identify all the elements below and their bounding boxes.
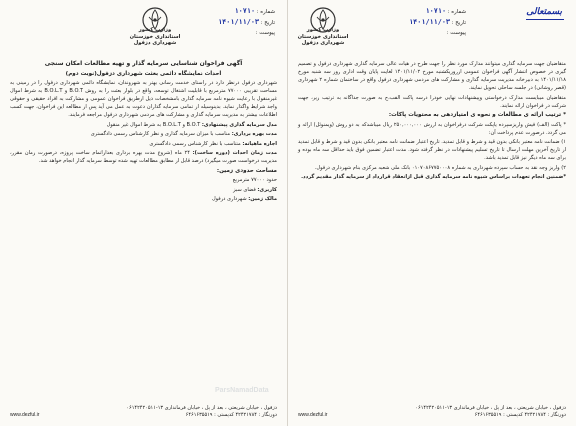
number-value: ۱۰۷۱۰ bbox=[425, 7, 447, 15]
term-key: مدل سرمایه گذاری پیشنهادی: bbox=[201, 121, 277, 128]
letter-body bbox=[298, 60, 566, 183]
date-label: تاریخ : bbox=[260, 20, 275, 26]
term-item bbox=[10, 149, 277, 165]
term-item bbox=[10, 130, 277, 138]
letter-body bbox=[10, 60, 277, 205]
notice-subtitle: احداث نمایشگاه دائمی بعثت شهرداری دزفول(نوبت دوم) bbox=[65, 70, 222, 77]
term-value: ۲۴ ماه (شروع مدت بهره برداری بعدازاتمام ساخت پروژه، درصورت زمان مقرر، مدیریت درخواست صورت میگیرد) درصد قابل از مطابق مطالعات تهیه شده توسط سرمایه گذار انجام خواهد شد. bbox=[10, 150, 277, 164]
attachment-label: پیوست : bbox=[255, 30, 275, 36]
usage-value: فضای سبز bbox=[233, 186, 256, 193]
org-line: استانداری خوزستان bbox=[129, 33, 181, 40]
list-item: *ضمنین انجام تعهدات براساس شیوه نامه سرمایه گذاری قبل ازانعقاد قرارداد از سرمایه گذار مقدیم گردد. bbox=[301, 174, 566, 180]
footer-website[interactable]: www.dezful.ir bbox=[10, 412, 40, 419]
term-key: مدت بهره برداری: bbox=[231, 131, 277, 137]
footer-address: دزفول ، خیابان شریعتی ، بعد از پل ، خیابان فرمانداری ۱۳-۰۶۱۴۲۴۲۰۵۱۱ bbox=[415, 404, 566, 411]
list-heading: * ترتیب ارائه ی مطالعات و نحوه ی امتیازدهی به محتویات پاکات: bbox=[388, 112, 566, 118]
date-value: ۱۴۰۱/۱۱/۰۳ bbox=[218, 18, 260, 26]
usage-heading: کاربری: bbox=[257, 186, 277, 193]
number-value: ۱۰۷۱۰ bbox=[234, 7, 256, 15]
letterhead bbox=[288, 0, 576, 52]
organization-block bbox=[293, 27, 353, 47]
letter-footer bbox=[298, 405, 566, 420]
letterhead bbox=[0, 0, 287, 52]
letter-meta bbox=[218, 6, 275, 38]
letter-meta bbox=[409, 6, 466, 38]
signature-underline bbox=[526, 19, 564, 20]
org-line: استانداری خوزستان bbox=[297, 33, 349, 40]
owner-heading: مالک زمین: bbox=[248, 196, 277, 202]
term-item bbox=[10, 140, 277, 148]
term-value: متناسب با نظر کارشناس رسمی دادگستری bbox=[149, 140, 241, 147]
footer-fax: دورنگار : ۴۲۴۲۱۷۸۴ کدپستی : ۶۴۶۱۶۳۵۵۱۹ bbox=[474, 412, 566, 419]
org-line: وزارت کشور bbox=[306, 27, 340, 33]
list-item: ۱) ضمانت نامه معتبر بانکی بدون قید و شرط و قابل تمدید. تاریخ اعتبار ضمانت نامه معتبر بانکی بدون قید و شرط و قابل تمدید از تاریخ آخرین مهلت ارسال تا تاریخ تسلیم پیشنهادات در نظر گرفته شود. مدت اعتبار تضمین فوق باید حداقل سه ماه بوده و برای سه ماه دیگر نیز قابل تمدید باشد. bbox=[298, 139, 566, 161]
term-value: B.O.T و B.O.L.T به شرط اموال غیر منقول bbox=[106, 121, 201, 128]
notice-paragraph: شهرداری دزفول درنظر دارد در راستای خدمت رسانی بهتر به شهروندان، نمایشگاه دائمی شهرداری دزفول را در زمینی به مساحت تقریبی ۷۷۰۰۰ مترمربع با قابلیت اشتغال توسعه، واقع در بلوار بعثت را به روش B.O.T و B.O.L.T به شرط اموال غیرمنقول با رعایت شیوه نامه سرمایه گذاری بامشخصات ذیل ازطریق فراخوان عمومی و مشارکت به افراد حقیقی و حقوقی واجد شرایط واگذار نماید. بدینوسیله از تمامی سرمایه گذاران دعوت به عمل می آید پس از مطالعه این فراخوان، جهت کسب اطلاعات بیشتر به مدیریت سرمایه گذاری و مشارکت های مردمی شهرداری دزفول مراجعه فرمایند. bbox=[10, 80, 278, 118]
list-item: ۲) واریز وجه نقد به حساب سپرده شهرداری به شماره ۰۱۰۷۰۸۶۷۷۵۰۰۰۸ بانک ملی شعبه مرکزی بنام شهرداری دزفول. bbox=[314, 164, 566, 171]
date-label: تاریخ : bbox=[451, 20, 466, 26]
footer-website[interactable]: www.dezful.ir bbox=[298, 412, 328, 419]
org-line: شهرداری دزفول bbox=[301, 40, 345, 47]
org-line: وزارت کشور bbox=[138, 27, 172, 33]
date-value: ۱۴۰۱/۱۱/۰۳ bbox=[409, 18, 451, 26]
attachment-label: پیوست : bbox=[446, 30, 466, 36]
term-key: اجاره ماهیانه: bbox=[242, 140, 277, 147]
org-line: شهرداری دزفول bbox=[133, 40, 177, 47]
signature-mark: بسمتعالی bbox=[526, 7, 562, 17]
land-heading: مساحت حدودی زمین: bbox=[216, 167, 277, 174]
organization-block bbox=[125, 27, 185, 47]
footer-address: دزفول ، خیابان شریعتی ، بعد از پل ، خیابان فرمانداری ۱۳-۰۶۱۴۲۴۲۰۵۱۱ bbox=[126, 404, 277, 411]
notice-title: آگهی فراخوان شناسایی سرمایه گذار و تهیه مطالعات امکان سنجی bbox=[44, 60, 243, 67]
term-value: مناسب با میزان سرمایه گذاری و نظر کارشناس رسمی دادگستری bbox=[90, 131, 231, 137]
list-item: * پاکت (الف) فیش واریزسپرده یاپکت شرکت درفراخوان به ارزش ۲۵۰,۰۰۰,۰۰۰ ریال میباشدکه به دو روش (ویمنوئل) ارائه و می گردد. درصورت عدم پرداخت آن: bbox=[298, 121, 566, 136]
document-page-right bbox=[288, 0, 576, 426]
term-key: مدت زمان احداث (دوره ساخت): bbox=[192, 150, 277, 156]
letter-footer bbox=[10, 405, 277, 420]
notice-paragraph: متقاضیان جهت سرمایه گذاری میتوانند مدارک مورد نظر را جهت طرح در هیات عالی سرمایه گذاری شهرداری دزفول و تصمیم گیری در خصوص انتشار آگهی فراخوان عمومی ازروزیکشنبه مورخ ۱۴۰۱/۱۱/۰۲ لغایت پایان وقت اداری روز سه شنبه مورخ ۱۴۰۱/۱۱/۱۸ به دبیرخانه مدیریت سرمایه گذاری و مشارکت های مردمی شهرداری دزفول واقع در ساختمان شماره ۲ شهرداری (قصر روشانی) در جلسه ساحلی تحویل نمایند. bbox=[298, 61, 566, 91]
owner-value: شهرداری دزفول bbox=[211, 196, 247, 202]
notice-paragraph: متقاضیان میبایست مدارک درخواستی وپیشنهادات نهایی خودرا درسه پاکت الفب،ج به صورت جداگانه به ترتیب زیر، جهت شرکت در فراخوان ارائه نمایند. bbox=[298, 94, 566, 109]
land-area: حدود ۷۷۰۰۰ مترمربع bbox=[232, 177, 277, 183]
number-label: شماره : bbox=[447, 9, 466, 15]
footer-fax: دورنگار : ۴۲۴۲۱۷۸۴ کدپستی : ۶۴۶۱۶۳۵۵۱۹ bbox=[185, 412, 277, 419]
term-item bbox=[10, 121, 277, 129]
number-label: شماره : bbox=[256, 9, 275, 15]
watermark-text: ParsNamadData bbox=[215, 387, 269, 394]
